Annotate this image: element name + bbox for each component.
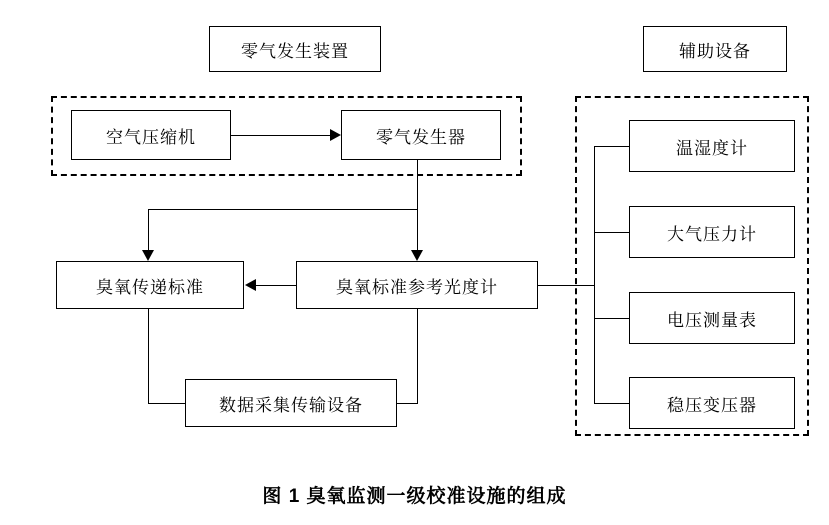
voltage-regulator-box: [629, 377, 795, 429]
connector-compressor-to-generator: [231, 135, 331, 136]
connector-data-left-stub: [148, 403, 185, 404]
air-compressor-box: [71, 110, 231, 160]
connector-branch-to-transfer-standard: [148, 209, 149, 251]
voltmeter-box: [629, 292, 795, 344]
barometer-box: [629, 206, 795, 258]
air-compressor-label: 空气压缩机: [106, 127, 196, 147]
auxiliary-stub-regulator: [594, 403, 630, 404]
thermo-hygrometer-label: 温湿度计: [676, 138, 748, 158]
ozone-reference-photometer-box: [296, 261, 538, 309]
zero-air-generator-box: [341, 110, 501, 160]
connector-transfer-standard-to-data: [148, 309, 149, 403]
thermo-hygrometer-box: [629, 120, 795, 172]
voltmeter-label: 电压测量表: [667, 310, 757, 330]
connector-photometer-to-data: [417, 309, 418, 403]
connector-branch-to-photometer: [417, 209, 418, 251]
zero-air-title-label: 零气发生装置: [241, 41, 349, 61]
data-acquisition-box: [185, 379, 397, 427]
connector-data-right-stub: [397, 403, 418, 404]
connector-generator-branch: [148, 209, 418, 210]
auxiliary-bus-trunk: [594, 146, 595, 403]
voltage-regulator-label: 稳压变压器: [667, 395, 757, 415]
auxiliary-title-label: 辅助设备: [679, 41, 751, 61]
arrowhead-photometer-to-transfer-standard: [245, 279, 256, 291]
ozone-transfer-standard-box: [56, 261, 244, 309]
connector-auxiliary-to-photometer: [537, 285, 594, 286]
figure-caption: 图 1 臭氧监测一级校准设施的组成: [262, 486, 567, 507]
connector-generator-down: [417, 160, 418, 210]
connector-photometer-to-transfer-standard: [256, 285, 296, 286]
data-acquisition-label: 数据采集传输设备: [219, 395, 363, 415]
auxiliary-stub-thermo: [594, 146, 630, 147]
barometer-label: 大气压力计: [667, 224, 757, 244]
arrowhead-compressor-to-generator: [330, 129, 341, 141]
ozone-transfer-standard-label: 臭氧传递标准: [96, 277, 204, 297]
arrowhead-branch-to-transfer-standard: [142, 250, 154, 261]
auxiliary-stub-voltmeter: [594, 318, 630, 319]
ozone-reference-photometer-label: 臭氧标准参考光度计: [336, 277, 498, 297]
zero-air-title-box: [209, 26, 381, 72]
auxiliary-title-box: [643, 26, 787, 72]
arrowhead-branch-to-photometer: [411, 250, 423, 261]
zero-air-generator-label: 零气发生器: [376, 127, 466, 147]
auxiliary-stub-barometer: [594, 232, 630, 233]
